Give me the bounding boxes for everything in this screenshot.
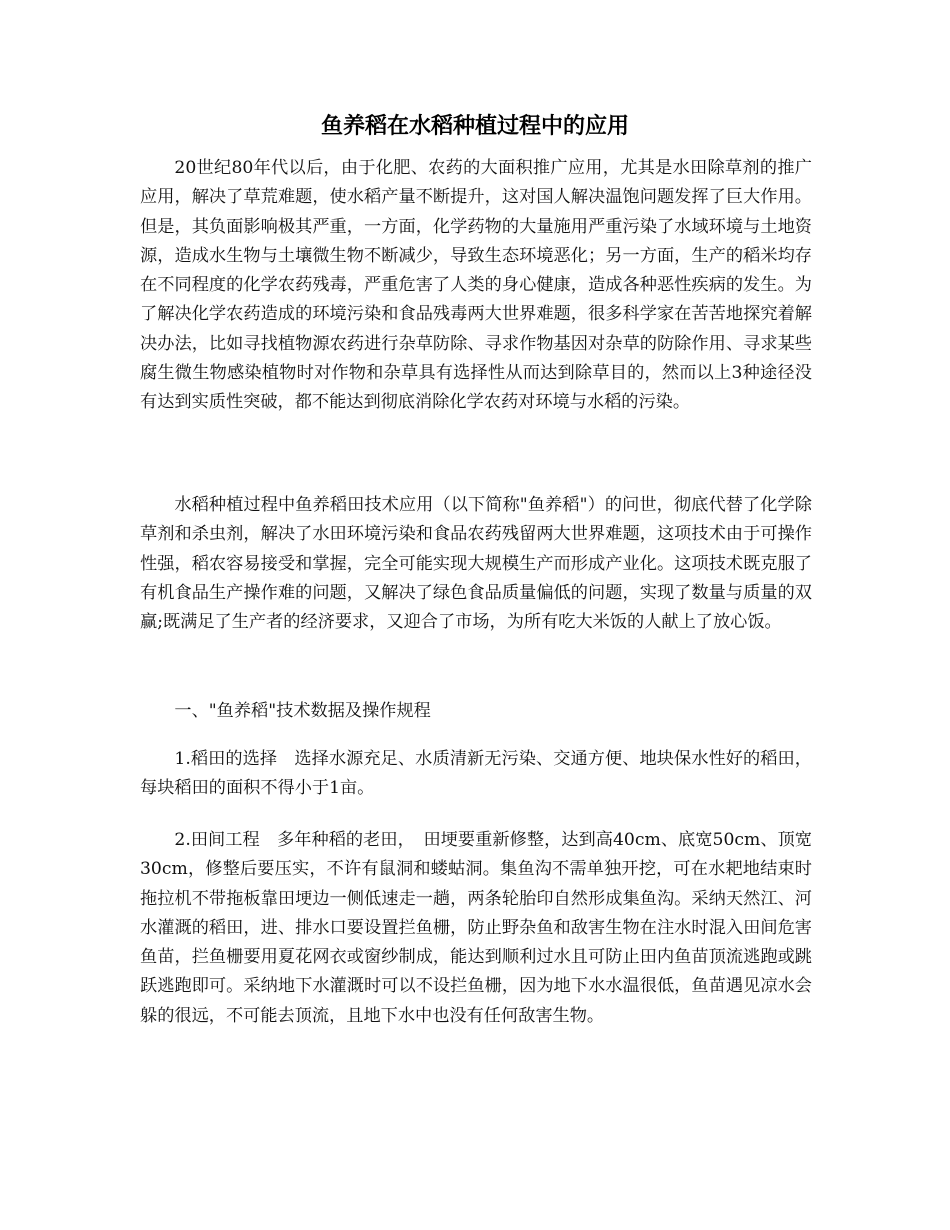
paragraph-intro: 20世纪80年代以后，由于化肥、农药的大面积推广应用，尤其是水田除草剂的推广应用，解决了草荒难题，使水稻产量不断提升，这对国人解决温饱问题发挥了巨大作用。但是，其负面影响极其严重，一方面，化学药物的大量施用严重污染了水域环境与土地资源，造成水生物与土壤微生物不断减少，导致生态环境恶化；另一方面，生产的稻米均存在不同程度的化学农药残毒，严重危害了人类的身心健康，造成各种恶性疾病的发生。为了解决化学农药造成的环境污染和食品残毒两大世界难题，很多科学家在苦苦地探究着解决办法，比如寻找植物源农药进行杂草防除、寻求作物基因对杂草的防除作用、寻求某些腐生微生物感染植物时对作物和杂草具有选择性从而达到除草目的，然而以上3种途径没有达到实质性突破，都不能达到彻底消除化学农药对环境与水稻的污染。 xyxy=(140,158,812,413)
section-heading: 一、"鱼养稻"技术数据及操作规程 xyxy=(174,701,431,721)
document-title: 鱼养稻在水稻种植过程中的应用 xyxy=(320,114,629,139)
list-item-field-engineering: 2.田间工程 多年种稻的老田， 田埂要重新修整，达到高40cm、底宽50cm、顶宽30cm，修整后要压实，不许有鼠洞和蝼蛄洞。集鱼沟不需单独开挖，可在水耙地结束时拖拉机不带拖板靠田埂边一侧低速走一趟，两条轮胎印自然形成集鱼沟。采纳天然江、河水灌溉的稻田，进、排水口要设置拦鱼栅，防止野杂鱼和敌害生物在注水时混入田间危害鱼苗，拦鱼栅要用夏花网衣或窗纱制成，能达到顺利过水且可防止田内鱼苗顶流逃跑或跳跃逃跑即可。采纳地下水灌溉时可以不设拦鱼栅，因为地下水水温很低，鱼苗遇见凉水会躲的很远，不可能去顶流，且地下水中也没有任何敌害生物。 xyxy=(140,830,812,1026)
paragraph-technology: 水稻种植过程中鱼养稻田技术应用（以下简称"鱼养稻"）的问世，彻底代替了化学除草剂和杀虫剂，解决了水田环境污染和食品农药残留两大世界难题，这项技术由于可操作性强，稻农容易接受和掌握，完全可能实现大规模生产而形成产业化。这项技术既克服了有机食品生产操作难的问题，又解决了绿色食品质量偏低的问题，实现了数量与质量的双赢;既满足了生产者的经济要求，又迎合了市场，为所有吃大米饭的人献上了放心饭。 xyxy=(140,495,812,633)
list-item-field-selection: 1.稻田的选择 选择水源充足、水质清新无污染、交通方便、地块保水性好的稻田，每块稻田的面积不得小于1亩。 xyxy=(140,749,812,799)
